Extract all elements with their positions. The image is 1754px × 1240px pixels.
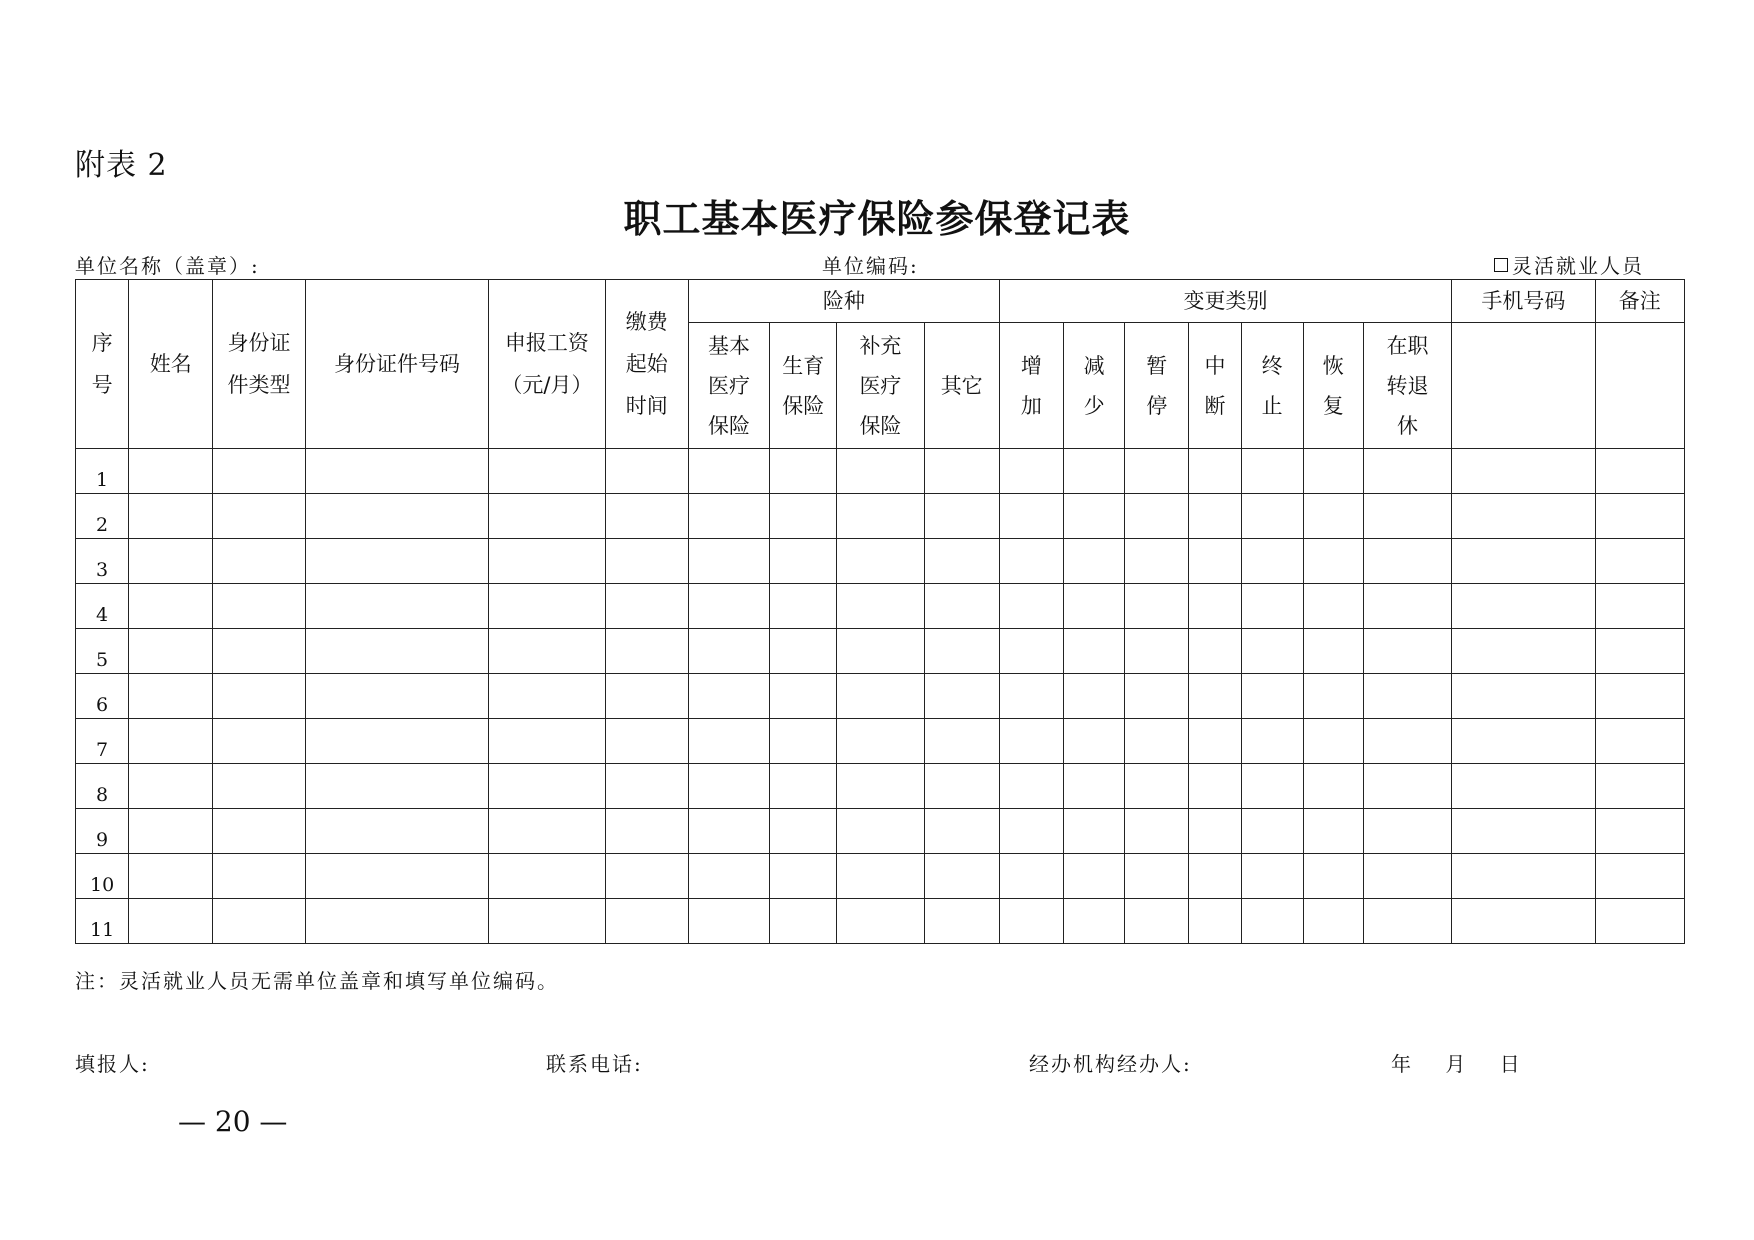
entry-cell[interactable] [1125, 854, 1189, 899]
entry-cell[interactable] [1125, 494, 1189, 539]
entry-cell[interactable] [1125, 719, 1189, 764]
entry-cell[interactable] [1363, 494, 1451, 539]
entry-cell[interactable] [924, 449, 999, 494]
entry-cell[interactable] [837, 809, 924, 854]
entry-cell[interactable] [605, 449, 688, 494]
entry-cell[interactable] [129, 674, 213, 719]
attachment-label: 附表 2 [75, 148, 168, 183]
entry-cell[interactable] [1303, 539, 1363, 584]
entry-cell[interactable] [1063, 674, 1124, 719]
entry-cell[interactable] [605, 629, 688, 674]
entry-cell[interactable] [924, 674, 999, 719]
row-number: 8 [76, 764, 129, 809]
entry-cell[interactable] [924, 719, 999, 764]
entry-cell[interactable] [1363, 764, 1451, 809]
entry-cell[interactable] [924, 629, 999, 674]
entry-cell[interactable] [213, 809, 305, 854]
entry-cell[interactable] [837, 629, 924, 674]
entry-cell[interactable] [1303, 899, 1363, 944]
entry-cell[interactable] [1452, 899, 1595, 944]
date-label: 年 月 日 [1391, 1052, 1522, 1076]
entry-cell[interactable] [1125, 674, 1189, 719]
entry-cell[interactable] [1363, 809, 1451, 854]
entry-cell[interactable] [605, 584, 688, 629]
entry-cell[interactable] [129, 764, 213, 809]
entry-cell[interactable] [837, 899, 924, 944]
header-salary: 申报工资 （元/月） [489, 280, 605, 449]
table-row [76, 449, 1685, 494]
row-number: 4 [76, 584, 129, 629]
table-row [76, 719, 1685, 764]
header-chg-retire: 在职 转退 休 [1363, 323, 1451, 449]
entry-cell[interactable] [1363, 629, 1451, 674]
entry-cell[interactable] [1189, 899, 1241, 944]
table-row [76, 764, 1685, 809]
entry-cell[interactable] [1452, 809, 1595, 854]
flexible-employment-option[interactable] [1494, 250, 1644, 279]
entry-cell[interactable] [688, 674, 769, 719]
entry-cell[interactable] [305, 629, 489, 674]
row-number: 11 [76, 899, 129, 944]
row-number: 7 [76, 719, 129, 764]
entry-cell[interactable] [1595, 764, 1684, 809]
entry-cell[interactable] [1189, 809, 1241, 854]
entry-cell[interactable] [305, 494, 489, 539]
header-chg-terminate: 终 止 [1241, 323, 1303, 449]
entry-cell[interactable] [305, 764, 489, 809]
entry-cell[interactable] [999, 674, 1063, 719]
entry-cell[interactable] [1063, 584, 1124, 629]
entry-cell[interactable] [305, 539, 489, 584]
entry-cell[interactable] [770, 809, 837, 854]
entry-cell[interactable] [1363, 854, 1451, 899]
entry-cell[interactable] [1125, 629, 1189, 674]
table-row [76, 629, 1685, 674]
entry-cell[interactable] [305, 449, 489, 494]
entry-cell[interactable] [1303, 584, 1363, 629]
entry-cell[interactable] [129, 539, 213, 584]
entry-cell[interactable] [1125, 539, 1189, 584]
header-ins-other: 其它 [924, 323, 999, 449]
header-chg-interrupt: 中 断 [1189, 323, 1241, 449]
header-phone-blank [1452, 323, 1595, 449]
note-text: 注：灵活就业人员无需单位盖章和填写单位编码。 [75, 969, 559, 993]
entry-cell[interactable] [489, 584, 605, 629]
entry-cell[interactable] [770, 719, 837, 764]
entry-cell[interactable] [605, 674, 688, 719]
row-number: 1 [76, 449, 129, 494]
table-body [76, 449, 1685, 944]
entry-cell[interactable] [770, 584, 837, 629]
entry-cell[interactable] [770, 899, 837, 944]
entry-cell[interactable] [837, 719, 924, 764]
entry-cell[interactable] [305, 584, 489, 629]
entry-cell[interactable] [1063, 719, 1124, 764]
entry-cell[interactable] [1189, 674, 1241, 719]
table-row [76, 899, 1685, 944]
entry-cell[interactable] [213, 899, 305, 944]
page-title: 职工基本医疗保险参保登记表 [623, 196, 1131, 241]
header-chg-reduce: 减 少 [1063, 323, 1124, 449]
entry-cell[interactable] [770, 449, 837, 494]
flexible-employment-label: 灵活就业人员 [1512, 254, 1644, 278]
entry-cell[interactable] [1452, 764, 1595, 809]
entry-cell[interactable] [1189, 629, 1241, 674]
entry-cell[interactable] [129, 899, 213, 944]
entry-cell[interactable] [688, 899, 769, 944]
entry-cell[interactable] [1595, 584, 1684, 629]
entry-cell[interactable] [1241, 899, 1303, 944]
entry-cell[interactable] [129, 809, 213, 854]
entry-cell[interactable] [924, 899, 999, 944]
entry-cell[interactable] [1189, 854, 1241, 899]
entry-cell[interactable] [213, 854, 305, 899]
header-ins-basic: 基本 医疗 保险 [688, 323, 769, 449]
entry-cell[interactable] [489, 674, 605, 719]
entry-cell[interactable] [489, 494, 605, 539]
entry-cell[interactable] [1363, 899, 1451, 944]
entry-cell[interactable] [999, 854, 1063, 899]
table-row [76, 539, 1685, 584]
entry-cell[interactable] [1452, 854, 1595, 899]
entry-cell[interactable] [837, 764, 924, 809]
phone-label: 联系电话: [546, 1052, 643, 1076]
entry-cell[interactable] [489, 629, 605, 674]
entry-cell[interactable] [1241, 539, 1303, 584]
entry-cell[interactable] [1241, 719, 1303, 764]
entry-cell[interactable] [770, 854, 837, 899]
entry-cell[interactable] [605, 854, 688, 899]
entry-cell[interactable] [1125, 764, 1189, 809]
entry-cell[interactable] [129, 719, 213, 764]
entry-cell[interactable] [1363, 674, 1451, 719]
header-id-number: 身份证件号码 [305, 280, 489, 449]
row-number: 2 [76, 494, 129, 539]
entry-cell[interactable] [1595, 719, 1684, 764]
entry-cell[interactable] [924, 494, 999, 539]
entry-cell[interactable] [129, 494, 213, 539]
agent-label: 经办机构经办人: [1029, 1052, 1192, 1076]
entry-cell[interactable] [999, 584, 1063, 629]
entry-cell[interactable] [1452, 674, 1595, 719]
entry-cell[interactable] [770, 629, 837, 674]
entry-cell[interactable] [129, 584, 213, 629]
entry-cell[interactable] [770, 674, 837, 719]
header-chg-pause: 暂 停 [1125, 323, 1189, 449]
entry-cell[interactable] [1063, 539, 1124, 584]
header-insurance-group: 险种 [688, 280, 999, 323]
entry-cell[interactable] [1241, 494, 1303, 539]
entry-cell[interactable] [605, 494, 688, 539]
row-number: 9 [76, 809, 129, 854]
entry-cell[interactable] [1241, 584, 1303, 629]
registration-table [75, 279, 1685, 944]
entry-cell[interactable] [837, 449, 924, 494]
entry-cell[interactable] [688, 584, 769, 629]
entry-cell[interactable] [605, 719, 688, 764]
entry-cell[interactable] [1595, 494, 1684, 539]
entry-cell[interactable] [1303, 719, 1363, 764]
entry-cell[interactable] [1125, 584, 1189, 629]
entry-cell[interactable] [999, 494, 1063, 539]
page-number: — 20 — [178, 1105, 288, 1138]
header-seq: 序 号 [76, 280, 129, 449]
entry-cell[interactable] [489, 539, 605, 584]
entry-cell[interactable] [1241, 854, 1303, 899]
entry-cell[interactable] [129, 449, 213, 494]
row-number: 3 [76, 539, 129, 584]
entry-cell[interactable] [305, 809, 489, 854]
entry-cell[interactable] [213, 629, 305, 674]
entry-cell[interactable] [489, 854, 605, 899]
entry-cell[interactable] [1363, 584, 1451, 629]
header-chg-resume: 恢 复 [1303, 323, 1363, 449]
row-number: 6 [76, 674, 129, 719]
unit-name-label: 单位名称（盖章）: [75, 254, 260, 278]
entry-cell[interactable] [213, 764, 305, 809]
entry-cell[interactable] [1189, 584, 1241, 629]
entry-cell[interactable] [1452, 539, 1595, 584]
entry-cell[interactable] [1595, 449, 1684, 494]
entry-cell[interactable] [489, 809, 605, 854]
entry-cell[interactable] [1363, 539, 1451, 584]
entry-cell[interactable] [305, 899, 489, 944]
table-row [76, 584, 1685, 629]
entry-cell[interactable] [1241, 809, 1303, 854]
header-change-group: 变更类别 [999, 280, 1451, 323]
entry-cell[interactable] [999, 629, 1063, 674]
entry-cell[interactable] [837, 539, 924, 584]
header-name: 姓名 [129, 280, 213, 449]
entry-cell[interactable] [305, 719, 489, 764]
entry-cell[interactable] [1241, 629, 1303, 674]
entry-cell[interactable] [1189, 539, 1241, 584]
row-number: 10 [76, 854, 129, 899]
entry-cell[interactable] [688, 449, 769, 494]
entry-cell[interactable] [837, 854, 924, 899]
entry-cell[interactable] [1303, 809, 1363, 854]
header-chg-add: 增 加 [999, 323, 1063, 449]
entry-cell[interactable] [489, 899, 605, 944]
entry-cell[interactable] [605, 809, 688, 854]
entry-cell[interactable] [1452, 494, 1595, 539]
entry-cell[interactable] [1125, 449, 1189, 494]
entry-cell[interactable] [1303, 449, 1363, 494]
table-row [76, 674, 1685, 719]
entry-cell[interactable] [1595, 854, 1684, 899]
entry-cell[interactable] [1452, 719, 1595, 764]
entry-cell[interactable] [688, 764, 769, 809]
entry-cell[interactable] [605, 539, 688, 584]
entry-cell[interactable] [489, 764, 605, 809]
entry-cell[interactable] [1363, 719, 1451, 764]
entry-cell[interactable] [605, 764, 688, 809]
entry-cell[interactable] [688, 629, 769, 674]
table-row [76, 494, 1685, 539]
header-remark-blank [1595, 323, 1684, 449]
entry-cell[interactable] [129, 629, 213, 674]
entry-cell[interactable] [489, 719, 605, 764]
header-ins-maternity: 生育 保险 [770, 323, 837, 449]
entry-cell[interactable] [924, 539, 999, 584]
entry-cell[interactable] [1189, 719, 1241, 764]
entry-cell[interactable] [924, 809, 999, 854]
entry-cell[interactable] [837, 584, 924, 629]
entry-cell[interactable] [489, 449, 605, 494]
entry-cell[interactable] [605, 899, 688, 944]
entry-cell[interactable] [1063, 629, 1124, 674]
entry-cell[interactable] [1241, 449, 1303, 494]
entry-cell[interactable] [770, 494, 837, 539]
entry-cell[interactable] [305, 674, 489, 719]
entry-cell[interactable] [688, 539, 769, 584]
entry-cell[interactable] [1303, 764, 1363, 809]
entry-cell[interactable] [1452, 629, 1595, 674]
unit-code-label: 单位编码: [822, 254, 919, 278]
entry-cell[interactable] [1303, 494, 1363, 539]
entry-cell[interactable] [1595, 539, 1684, 584]
entry-cell[interactable] [770, 539, 837, 584]
entry-cell[interactable] [1063, 809, 1124, 854]
entry-cell[interactable] [688, 494, 769, 539]
entry-cell[interactable] [129, 854, 213, 899]
entry-cell[interactable] [924, 584, 999, 629]
entry-cell[interactable] [1363, 449, 1451, 494]
entry-cell[interactable] [688, 809, 769, 854]
entry-cell[interactable] [213, 449, 305, 494]
entry-cell[interactable] [1125, 809, 1189, 854]
entry-cell[interactable] [213, 539, 305, 584]
header-remark: 备注 [1595, 280, 1684, 323]
entry-cell[interactable] [1303, 674, 1363, 719]
entry-cell[interactable] [213, 719, 305, 764]
entry-cell[interactable] [1595, 674, 1684, 719]
entry-cell[interactable] [999, 764, 1063, 809]
entry-cell[interactable] [1063, 899, 1124, 944]
entry-cell[interactable] [1063, 854, 1124, 899]
entry-cell[interactable] [924, 764, 999, 809]
entry-cell[interactable] [999, 449, 1063, 494]
entry-cell[interactable] [1595, 809, 1684, 854]
entry-cell[interactable] [1452, 584, 1595, 629]
entry-cell[interactable] [1063, 764, 1124, 809]
entry-cell[interactable] [1189, 449, 1241, 494]
entry-cell[interactable] [1595, 629, 1684, 674]
entry-cell[interactable] [1303, 629, 1363, 674]
entry-cell[interactable] [688, 854, 769, 899]
entry-cell[interactable] [688, 719, 769, 764]
entry-cell[interactable] [1189, 494, 1241, 539]
entry-cell[interactable] [1241, 764, 1303, 809]
entry-cell[interactable] [1189, 764, 1241, 809]
entry-cell[interactable] [999, 809, 1063, 854]
table-row [76, 854, 1685, 899]
entry-cell[interactable] [213, 584, 305, 629]
entry-cell[interactable] [837, 494, 924, 539]
entry-cell[interactable] [1063, 494, 1124, 539]
entry-cell[interactable] [1303, 854, 1363, 899]
entry-cell[interactable] [999, 899, 1063, 944]
filler-label: 填报人: [75, 1052, 150, 1076]
entry-cell[interactable] [1125, 899, 1189, 944]
entry-cell[interactable] [1595, 899, 1684, 944]
header-start-time: 缴费 起始 时间 [605, 280, 688, 449]
entry-cell[interactable] [213, 494, 305, 539]
header-ins-supplement: 补充 医疗 保险 [837, 323, 924, 449]
checkbox-icon[interactable] [1494, 258, 1508, 272]
entry-cell[interactable] [999, 539, 1063, 584]
entry-cell[interactable] [213, 674, 305, 719]
entry-cell[interactable] [837, 674, 924, 719]
entry-cell[interactable] [1063, 449, 1124, 494]
table-row [76, 809, 1685, 854]
entry-cell[interactable] [1241, 674, 1303, 719]
entry-cell[interactable] [305, 854, 489, 899]
entry-cell[interactable] [924, 854, 999, 899]
entry-cell[interactable] [999, 719, 1063, 764]
row-number: 5 [76, 629, 129, 674]
entry-cell[interactable] [1452, 449, 1595, 494]
header-phone: 手机号码 [1452, 280, 1595, 323]
header-id-type: 身份证 件类型 [213, 280, 305, 449]
entry-cell[interactable] [770, 764, 837, 809]
